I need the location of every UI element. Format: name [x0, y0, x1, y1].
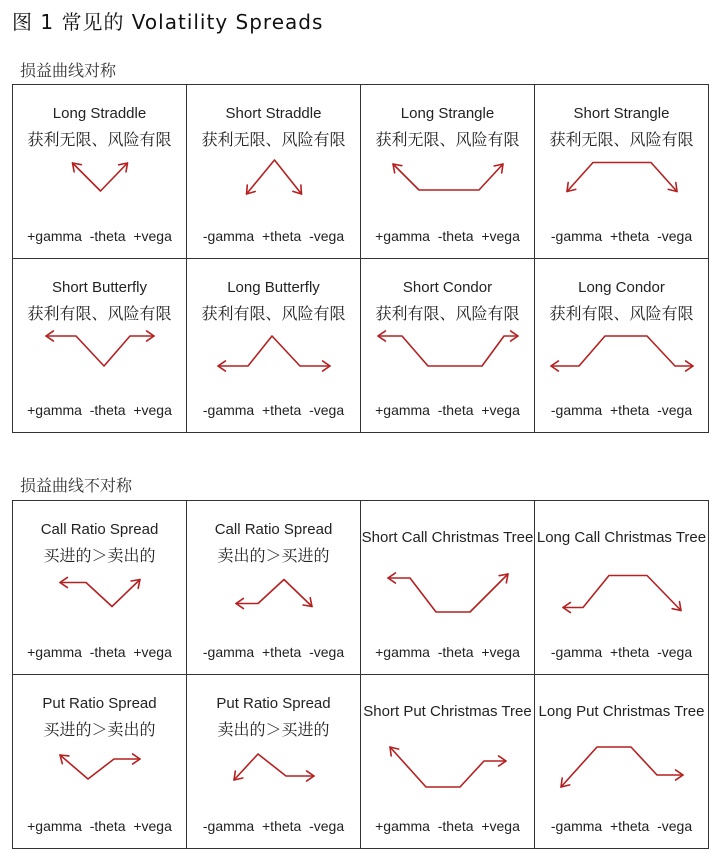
- payoff-line: [378, 336, 518, 366]
- payoff-line: [393, 164, 503, 190]
- strategy-name: Long Call Christmas Tree: [536, 529, 707, 546]
- payoff-line: [247, 160, 302, 194]
- greeks-label: -gamma +theta -vega: [202, 644, 345, 660]
- asymmetric-spreads-grid: [12, 500, 709, 849]
- spread-cell: [13, 501, 187, 675]
- strategy-name: Put Ratio Spread: [216, 695, 331, 712]
- spread-cell: [361, 85, 535, 259]
- strategy-description: 获利有限、风险有限: [375, 304, 520, 323]
- payoff-line: [218, 336, 330, 366]
- strategy-name: Call Ratio Spread: [214, 521, 333, 538]
- symmetric-spreads-grid: [12, 84, 709, 433]
- payoff-line: [236, 580, 312, 607]
- strategy-name: Short Strangle: [573, 105, 670, 122]
- spread-cell: [361, 259, 535, 433]
- spread-cell: [13, 259, 187, 433]
- payoff-line: [234, 754, 314, 780]
- payoff-line: [46, 336, 154, 366]
- greeks-label: +gamma -theta +vega: [27, 402, 172, 418]
- strategy-name: Short Call Christmas Tree: [361, 529, 534, 546]
- spread-cell: [535, 85, 709, 259]
- spread-cell: [13, 85, 187, 259]
- greeks-label: -gamma +theta -vega: [550, 644, 693, 660]
- spread-cell: [361, 675, 535, 849]
- strategy-name: Long Condor: [578, 279, 665, 296]
- greeks-label: -gamma +theta -vega: [550, 402, 693, 418]
- strategy-name: Short Straddle: [225, 105, 322, 122]
- strategy-description: 获利无限、风险有限: [27, 130, 172, 149]
- strategy-name: Call Ratio Spread: [40, 521, 159, 538]
- greeks-label: -gamma +theta -vega: [202, 402, 345, 418]
- spread-cell: [187, 501, 361, 675]
- spread-cell: [187, 675, 361, 849]
- payoff-line: [60, 755, 140, 779]
- strategy-name: Long Butterfly: [227, 279, 320, 296]
- section-title-symmetric: 损益曲线对称: [20, 61, 117, 80]
- strategy-description: 获利有限、风险有限: [201, 304, 346, 323]
- greeks-label: +gamma -theta +vega: [27, 228, 172, 244]
- strategy-description: 买进的＞卖出的: [43, 546, 156, 565]
- greeks-label: +gamma -theta +vega: [27, 644, 172, 660]
- spread-cell: [13, 675, 187, 849]
- spread-cell: [187, 85, 361, 259]
- payoff-line: [73, 163, 128, 191]
- greeks-label: +gamma -theta +vega: [27, 818, 172, 834]
- section-title-asymmetric: 损益曲线不对称: [20, 476, 133, 495]
- strategy-name: Short Butterfly: [51, 279, 148, 296]
- strategy-description: 获利无限、风险有限: [549, 130, 694, 149]
- greeks-label: +gamma -theta +vega: [375, 644, 520, 660]
- spread-cell: [535, 501, 709, 675]
- strategy-description: 卖出的＞买进的: [217, 720, 330, 739]
- figure-title: 图 1 常见的 Volatility Spreads: [12, 10, 324, 34]
- spread-cell: [535, 675, 709, 849]
- strategy-description: 卖出的＞买进的: [217, 546, 330, 565]
- strategy-name: Short Condor: [402, 279, 493, 296]
- greeks-label: +gamma -theta +vega: [375, 228, 520, 244]
- strategy-name: Long Strangle: [400, 105, 495, 122]
- payoff-line: [388, 574, 508, 612]
- greeks-label: -gamma +theta -vega: [202, 228, 345, 244]
- greeks-label: -gamma +theta -vega: [550, 228, 693, 244]
- greeks-label: +gamma -theta +vega: [375, 402, 520, 418]
- spread-cell: [535, 259, 709, 433]
- strategy-description: 获利无限、风险有限: [375, 130, 520, 149]
- strategy-name: Long Straddle: [52, 105, 147, 122]
- greeks-label: -gamma +theta -vega: [550, 818, 693, 834]
- strategy-description: 获利无限、风险有限: [201, 130, 346, 149]
- greeks-label: +gamma -theta +vega: [375, 818, 520, 834]
- strategy-name: Short Put Christmas Tree: [363, 703, 532, 720]
- strategy-name: Long Put Christmas Tree: [538, 703, 705, 720]
- payoff-line: [567, 163, 677, 192]
- strategy-description: 买进的＞卖出的: [43, 720, 156, 739]
- payoff-line: [563, 576, 681, 611]
- spread-cell: [187, 259, 361, 433]
- payoff-line: [551, 336, 693, 366]
- strategy-name: Put Ratio Spread: [42, 695, 157, 712]
- greeks-label: -gamma +theta -vega: [202, 818, 345, 834]
- payoff-line: [60, 580, 140, 607]
- spread-cell: [361, 501, 535, 675]
- strategy-description: 获利有限、风险有限: [27, 304, 172, 323]
- payoff-line: [561, 747, 683, 787]
- payoff-line: [390, 747, 506, 787]
- strategy-description: 获利有限、风险有限: [549, 304, 694, 323]
